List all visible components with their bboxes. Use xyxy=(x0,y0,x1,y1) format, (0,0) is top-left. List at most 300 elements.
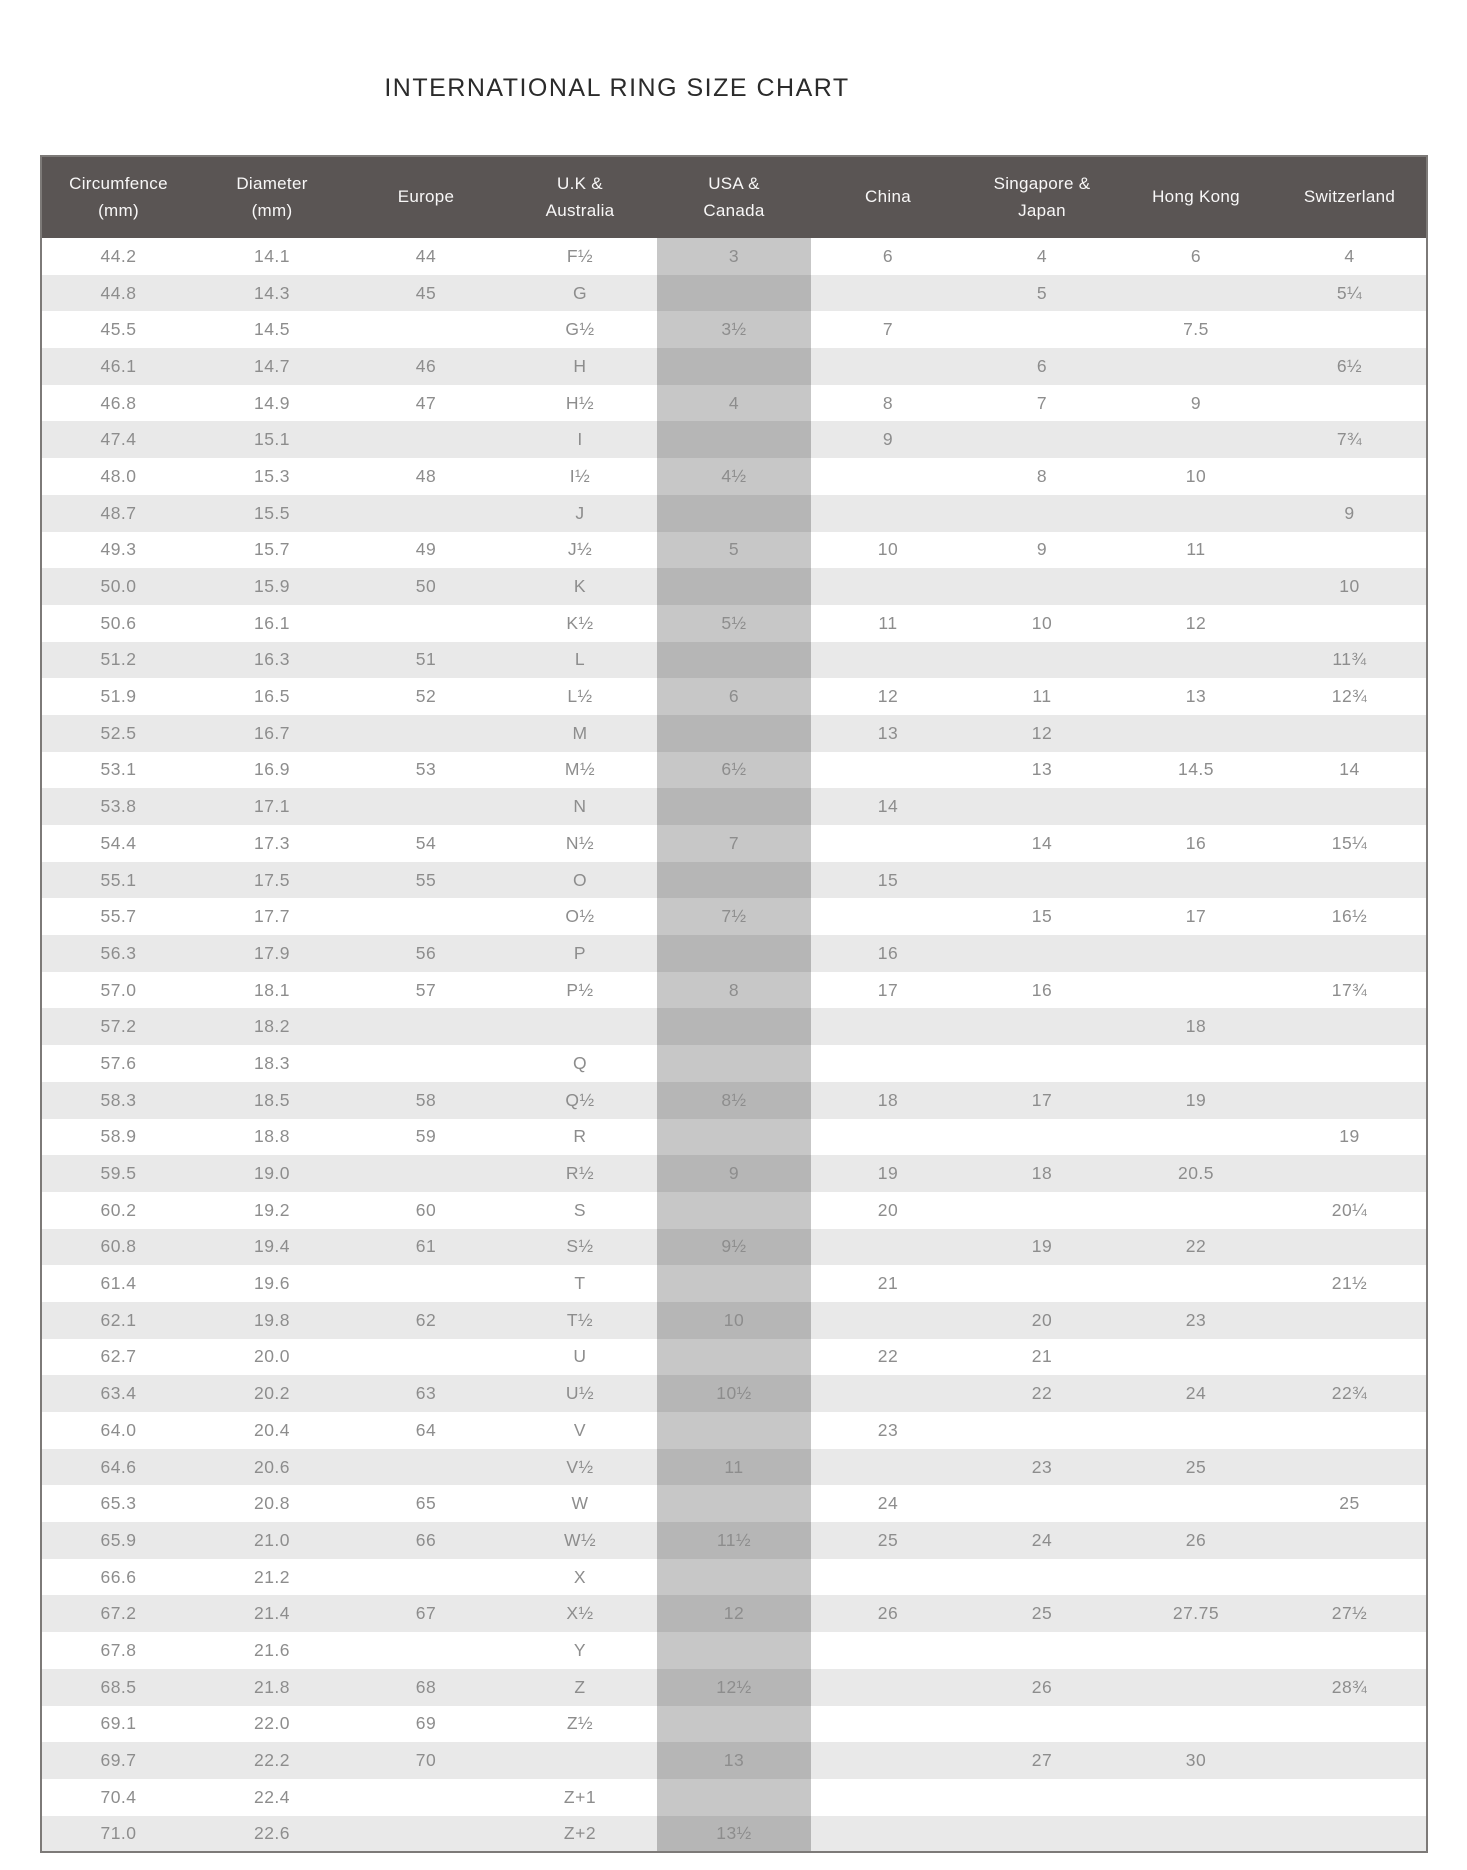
cell-circumference-mm: 67.8 xyxy=(100,1639,137,1660)
cell-circumference-mm: 58.3 xyxy=(100,1089,137,1110)
cell-diameter-mm: 19.2 xyxy=(253,1199,291,1220)
cell-usa-canada: 7½ xyxy=(657,898,811,935)
page-title: INTERNATIONAL RING SIZE CHART xyxy=(384,74,850,102)
cell-singapore-japan: 4 xyxy=(1036,245,1048,266)
cell-uk-australia: P xyxy=(573,942,587,963)
cell-circumference-mm: 61.4 xyxy=(100,1273,137,1294)
cell-hong-kong xyxy=(1119,935,1273,972)
cell-switzerland xyxy=(1273,862,1427,899)
table-row xyxy=(41,935,1427,972)
cell-switzerland xyxy=(1273,1339,1427,1376)
cell-usa-canada xyxy=(657,862,811,899)
cell-europe xyxy=(349,1008,503,1045)
cell-europe xyxy=(349,715,503,752)
cell-hong-kong: 6 xyxy=(1190,245,1202,266)
cell-uk-australia: T xyxy=(574,1273,586,1294)
cell-uk-australia: L xyxy=(574,649,586,670)
cell-usa-canada: 8½ xyxy=(657,1082,811,1119)
cell-hong-kong xyxy=(1119,495,1273,532)
cell-usa-canada: 6½ xyxy=(657,752,811,789)
cell-switzerland xyxy=(1273,1008,1427,1045)
cell-europe xyxy=(349,495,503,532)
cell-china xyxy=(811,1008,965,1045)
cell-switzerland xyxy=(1273,1779,1427,1816)
cell-switzerland: 11¾ xyxy=(1332,649,1367,670)
cell-uk-australia: J½ xyxy=(567,539,593,560)
table-row xyxy=(41,1155,1427,1192)
cell-diameter-mm: 20.6 xyxy=(253,1456,291,1477)
table-row xyxy=(41,1522,1427,1559)
cell-china: 23 xyxy=(877,1419,899,1440)
cell-europe: 44 xyxy=(415,245,437,266)
cell-europe: 65 xyxy=(415,1493,437,1514)
cell-usa-canada: 4 xyxy=(657,385,811,422)
cell-uk-australia: U xyxy=(573,1346,587,1367)
cell-diameter-mm: 18.2 xyxy=(253,1016,291,1037)
cell-singapore-japan xyxy=(965,935,1119,972)
cell-usa-canada: 9½ xyxy=(657,1229,811,1266)
cell-china: 25 xyxy=(877,1529,899,1550)
cell-europe: 60 xyxy=(415,1199,437,1220)
cell-circumference-mm: 59.5 xyxy=(100,1163,137,1184)
cell-uk-australia: Y xyxy=(573,1639,587,1660)
cell-diameter-mm: 14.1 xyxy=(253,245,291,266)
cell-china: 26 xyxy=(877,1603,899,1624)
cell-singapore-japan xyxy=(965,495,1119,532)
cell-diameter-mm: 15.7 xyxy=(253,539,291,560)
cell-usa-canada: 11 xyxy=(657,1449,811,1486)
cell-diameter-mm: 20.8 xyxy=(253,1493,291,1514)
cell-singapore-japan xyxy=(965,1412,1119,1449)
cell-switzerland: 14 xyxy=(1339,759,1360,780)
cell-usa-canada xyxy=(657,1632,811,1669)
cell-singapore-japan: 11 xyxy=(1032,686,1052,707)
cell-china: 9 xyxy=(882,429,894,450)
cell-usa-canada: 13 xyxy=(657,1742,811,1779)
cell-singapore-japan xyxy=(965,1265,1119,1302)
cell-singapore-japan: 10 xyxy=(1031,612,1053,633)
cell-diameter-mm: 17.9 xyxy=(253,942,291,963)
cell-circumference-mm: 70.4 xyxy=(100,1786,137,1807)
cell-singapore-japan: 20 xyxy=(1031,1309,1053,1330)
cell-europe xyxy=(349,898,503,935)
cell-hong-kong: 17 xyxy=(1185,906,1207,927)
cell-hong-kong: 11 xyxy=(1186,539,1206,560)
cell-diameter-mm: 17.3 xyxy=(253,832,291,853)
cell-china: 21 xyxy=(877,1273,899,1294)
cell-china: 11 xyxy=(878,612,898,633)
cell-switzerland xyxy=(1273,715,1427,752)
cell-diameter-mm: 14.3 xyxy=(253,282,291,303)
cell-switzerland xyxy=(1273,1559,1427,1596)
cell-diameter-mm: 21.8 xyxy=(253,1676,291,1697)
table-row xyxy=(41,1375,1427,1412)
cell-hong-kong: 27.75 xyxy=(1172,1603,1220,1624)
cell-switzerland xyxy=(1273,1449,1427,1486)
cell-europe: 49 xyxy=(415,539,437,560)
table-header xyxy=(41,156,1427,238)
cell-europe xyxy=(349,788,503,825)
cell-hong-kong: 30 xyxy=(1185,1750,1207,1771)
cell-circumference-mm: 60.8 xyxy=(100,1236,137,1257)
table-row xyxy=(41,311,1427,348)
cell-hong-kong: 24 xyxy=(1185,1383,1207,1404)
cell-china: 6 xyxy=(882,245,894,266)
table-row xyxy=(41,348,1427,385)
cell-switzerland xyxy=(1273,532,1427,569)
cell-singapore-japan xyxy=(965,1045,1119,1082)
cell-usa-canada xyxy=(657,1559,811,1596)
cell-diameter-mm: 18.1 xyxy=(253,979,291,1000)
cell-usa-canada xyxy=(657,1008,811,1045)
cell-usa-canada xyxy=(657,1045,811,1082)
cell-uk-australia: W xyxy=(571,1493,589,1514)
cell-europe: 61 xyxy=(415,1236,437,1257)
cell-hong-kong: 10 xyxy=(1185,465,1207,486)
cell-china xyxy=(811,275,965,312)
cell-uk-australia: H½ xyxy=(565,392,595,413)
table-row xyxy=(41,1816,1427,1853)
cell-diameter-mm: 21.6 xyxy=(253,1639,291,1660)
cell-diameter-mm: 15.5 xyxy=(253,502,291,523)
cell-usa-canada xyxy=(657,568,811,605)
cell-hong-kong xyxy=(1119,1669,1273,1706)
table-row xyxy=(41,715,1427,752)
cell-europe: 68 xyxy=(415,1676,437,1697)
cell-europe xyxy=(349,421,503,458)
cell-china xyxy=(811,1632,965,1669)
cell-hong-kong: 20.5 xyxy=(1177,1163,1215,1184)
cell-switzerland xyxy=(1273,1706,1427,1743)
cell-singapore-japan: 26 xyxy=(1031,1676,1053,1697)
cell-usa-canada xyxy=(657,935,811,972)
table-row xyxy=(41,1595,1427,1632)
cell-china xyxy=(811,1706,965,1743)
cell-singapore-japan: 22 xyxy=(1031,1383,1053,1404)
table-row xyxy=(41,495,1427,532)
table-row xyxy=(41,385,1427,422)
cell-usa-canada: 7 xyxy=(657,825,811,862)
cell-uk-australia: W½ xyxy=(563,1529,597,1550)
cell-hong-kong: 25 xyxy=(1185,1456,1207,1477)
cell-europe: 59 xyxy=(415,1126,437,1147)
cell-europe: 55 xyxy=(415,869,437,890)
cell-circumference-mm: 51.2 xyxy=(100,649,137,670)
cell-hong-kong: 14.5 xyxy=(1177,759,1215,780)
cell-europe: 57 xyxy=(415,979,437,1000)
cell-singapore-japan: 6 xyxy=(1036,355,1048,376)
cell-switzerland: 15¼ xyxy=(1331,832,1368,853)
cell-diameter-mm: 20.0 xyxy=(253,1346,291,1367)
column-header-singapore-japan: Singapore & Japan xyxy=(965,156,1119,238)
cell-hong-kong: 19 xyxy=(1185,1089,1207,1110)
cell-china xyxy=(811,642,965,679)
cell-usa-canada: 10½ xyxy=(657,1375,811,1412)
cell-uk-australia: H xyxy=(573,355,587,376)
cell-europe: 51 xyxy=(415,649,437,670)
cell-uk-australia: I xyxy=(577,429,583,450)
cell-usa-canada: 12½ xyxy=(657,1669,811,1706)
cell-uk-australia: Q xyxy=(572,1052,588,1073)
table-row xyxy=(41,1192,1427,1229)
table-row xyxy=(41,1779,1427,1816)
cell-diameter-mm: 14.7 xyxy=(253,355,291,376)
cell-diameter-mm: 16.7 xyxy=(253,722,291,743)
cell-diameter-mm: 22.6 xyxy=(253,1822,291,1843)
cell-circumference-mm: 62.1 xyxy=(100,1309,137,1330)
cell-uk-australia: F½ xyxy=(566,245,594,266)
cell-diameter-mm: 20.4 xyxy=(253,1419,291,1440)
cell-uk-australia: S xyxy=(573,1199,587,1220)
table-row xyxy=(41,605,1427,642)
cell-singapore-japan: 21 xyxy=(1031,1346,1053,1367)
cell-usa-canada xyxy=(657,1192,811,1229)
cell-circumference-mm: 55.1 xyxy=(100,869,137,890)
cell-europe: 64 xyxy=(415,1419,437,1440)
cell-usa-canada: 10 xyxy=(657,1302,811,1339)
cell-switzerland: 28¾ xyxy=(1331,1676,1368,1697)
cell-hong-kong xyxy=(1119,862,1273,899)
cell-circumference-mm: 57.2 xyxy=(100,1016,137,1037)
cell-switzerland xyxy=(1273,1412,1427,1449)
cell-circumference-mm: 56.3 xyxy=(100,942,137,963)
cell-europe: 54 xyxy=(415,832,437,853)
cell-diameter-mm: 17.1 xyxy=(253,796,291,817)
header-row xyxy=(41,156,1427,238)
cell-circumference-mm: 46.1 xyxy=(100,355,137,376)
cell-uk-australia: N½ xyxy=(565,832,595,853)
cell-uk-australia: V xyxy=(573,1419,587,1440)
cell-diameter-mm: 21.4 xyxy=(253,1603,291,1624)
table-row xyxy=(41,1119,1427,1156)
cell-china: 22 xyxy=(877,1346,899,1367)
cell-diameter-mm: 16.9 xyxy=(253,759,291,780)
cell-diameter-mm: 22.2 xyxy=(253,1750,291,1771)
cell-circumference-mm: 64.0 xyxy=(100,1419,137,1440)
cell-uk-australia: L½ xyxy=(567,686,593,707)
cell-china xyxy=(811,458,965,495)
cell-uk-australia: T½ xyxy=(566,1309,594,1330)
cell-usa-canada xyxy=(657,642,811,679)
cell-circumference-mm: 48.7 xyxy=(100,502,137,523)
table-row xyxy=(41,1265,1427,1302)
column-header-switzerland: Switzerland xyxy=(1273,156,1427,238)
table-row xyxy=(41,532,1427,569)
cell-diameter-mm: 15.9 xyxy=(253,576,291,597)
cell-usa-canada xyxy=(657,1412,811,1449)
cell-europe xyxy=(349,605,503,642)
table-row xyxy=(41,275,1427,312)
cell-circumference-mm: 46.8 xyxy=(100,392,137,413)
table-row xyxy=(41,1706,1427,1743)
cell-hong-kong xyxy=(1119,421,1273,458)
cell-uk-australia: M xyxy=(572,722,588,743)
cell-hong-kong xyxy=(1119,1192,1273,1229)
cell-uk-australia: O xyxy=(572,869,588,890)
cell-uk-australia: Z+1 xyxy=(563,1786,597,1807)
cell-usa-canada: 8 xyxy=(657,972,811,1009)
cell-europe xyxy=(349,1045,503,1082)
cell-europe: 58 xyxy=(415,1089,437,1110)
cell-switzerland: 9 xyxy=(1344,502,1355,523)
cell-singapore-japan: 13 xyxy=(1031,759,1053,780)
cell-usa-canada xyxy=(657,1119,811,1156)
cell-hong-kong: 26 xyxy=(1185,1529,1207,1550)
cell-china: 17 xyxy=(877,979,899,1000)
cell-switzerland xyxy=(1273,458,1427,495)
cell-hong-kong xyxy=(1119,568,1273,605)
cell-circumference-mm: 57.0 xyxy=(100,979,137,1000)
cell-singapore-japan xyxy=(965,862,1119,899)
cell-usa-canada xyxy=(657,1265,811,1302)
cell-singapore-japan: 19 xyxy=(1031,1236,1053,1257)
cell-circumference-mm: 47.4 xyxy=(100,429,137,450)
cell-usa-canada: 11½ xyxy=(657,1522,811,1559)
cell-diameter-mm: 16.5 xyxy=(253,686,291,707)
cell-china xyxy=(811,1045,965,1082)
table-row xyxy=(41,1045,1427,1082)
cell-usa-canada xyxy=(657,495,811,532)
cell-china: 14 xyxy=(877,796,899,817)
table-row xyxy=(41,238,1427,275)
cell-circumference-mm: 64.6 xyxy=(100,1456,137,1477)
cell-switzerland xyxy=(1273,788,1427,825)
table-row xyxy=(41,862,1427,899)
cell-usa-canada xyxy=(657,1339,811,1376)
cell-europe: 67 xyxy=(415,1603,437,1624)
cell-china xyxy=(811,1449,965,1486)
column-header-usa-canada: USA & Canada xyxy=(657,156,811,238)
cell-usa-canada: 5½ xyxy=(657,605,811,642)
cell-usa-canada xyxy=(657,348,811,385)
cell-hong-kong: 12 xyxy=(1185,612,1207,633)
cell-singapore-japan xyxy=(965,1779,1119,1816)
cell-china xyxy=(811,495,965,532)
column-header-hong-kong: Hong Kong xyxy=(1119,156,1273,238)
ring-size-table xyxy=(40,155,1428,1853)
table-row xyxy=(41,752,1427,789)
cell-china xyxy=(811,1669,965,1706)
cell-diameter-mm: 21.0 xyxy=(253,1529,291,1550)
cell-europe: 52 xyxy=(415,686,437,707)
cell-china: 10 xyxy=(877,539,899,560)
cell-hong-kong: 13 xyxy=(1185,686,1207,707)
cell-china: 13 xyxy=(877,722,899,743)
cell-singapore-japan xyxy=(965,311,1119,348)
cell-uk-australia: V½ xyxy=(566,1456,594,1477)
cell-hong-kong xyxy=(1119,1119,1273,1156)
cell-switzerland xyxy=(1273,1302,1427,1339)
cell-china xyxy=(811,1375,965,1412)
cell-china xyxy=(811,1559,965,1596)
cell-diameter-mm: 22.4 xyxy=(253,1786,291,1807)
cell-singapore-japan: 5 xyxy=(1036,282,1048,303)
cell-usa-canada: 6 xyxy=(657,678,811,715)
cell-switzerland xyxy=(1273,1522,1427,1559)
cell-diameter-mm: 19.4 xyxy=(253,1236,291,1257)
cell-europe xyxy=(349,1816,503,1853)
cell-diameter-mm: 16.1 xyxy=(253,612,291,633)
cell-uk-australia: G xyxy=(572,282,588,303)
cell-circumference-mm: 53.8 xyxy=(100,796,137,817)
cell-uk-australia: M½ xyxy=(564,759,596,780)
cell-singapore-japan xyxy=(965,421,1119,458)
table-row xyxy=(41,568,1427,605)
cell-singapore-japan: 25 xyxy=(1031,1603,1053,1624)
table-row xyxy=(41,642,1427,679)
cell-uk-australia: Z½ xyxy=(566,1713,594,1734)
cell-usa-canada: 5 xyxy=(657,532,811,569)
cell-china: 7 xyxy=(882,319,894,340)
cell-hong-kong xyxy=(1119,1779,1273,1816)
cell-circumference-mm: 52.5 xyxy=(100,722,137,743)
cell-diameter-mm: 18.5 xyxy=(253,1089,291,1110)
cell-singapore-japan xyxy=(965,1119,1119,1156)
cell-diameter-mm: 20.2 xyxy=(253,1383,291,1404)
table-row xyxy=(41,1339,1427,1376)
cell-uk-australia: G½ xyxy=(565,319,595,340)
cell-circumference-mm: 65.9 xyxy=(100,1529,137,1550)
cell-circumference-mm: 63.4 xyxy=(100,1383,137,1404)
table-row xyxy=(41,1559,1427,1596)
cell-europe: 46 xyxy=(415,355,437,376)
cell-uk-australia: N xyxy=(573,796,587,817)
cell-usa-canada: 13½ xyxy=(657,1816,811,1853)
cell-europe: 48 xyxy=(415,465,437,486)
cell-hong-kong xyxy=(1119,1265,1273,1302)
cell-diameter-mm: 19.6 xyxy=(253,1273,291,1294)
column-header-circumference-mm: Circumfence (mm) xyxy=(41,156,195,238)
cell-china: 16 xyxy=(877,942,899,963)
cell-switzerland: 7¾ xyxy=(1336,429,1363,450)
cell-diameter-mm: 14.9 xyxy=(253,392,291,413)
cell-hong-kong: 16 xyxy=(1185,832,1207,853)
cell-singapore-japan: 27 xyxy=(1031,1750,1053,1771)
cell-singapore-japan xyxy=(965,1559,1119,1596)
cell-uk-australia: K xyxy=(573,576,587,597)
cell-hong-kong xyxy=(1119,788,1273,825)
cell-china xyxy=(811,1119,965,1156)
column-header-china: China xyxy=(811,156,965,238)
cell-hong-kong: 22 xyxy=(1185,1236,1207,1257)
cell-switzerland: 5¼ xyxy=(1336,282,1363,303)
column-header-uk-australia: U.K & Australia xyxy=(503,156,657,238)
cell-diameter-mm: 19.0 xyxy=(253,1163,291,1184)
cell-circumference-mm: 65.3 xyxy=(100,1493,137,1514)
cell-uk-australia: P½ xyxy=(566,979,594,1000)
cell-uk-australia: Z+2 xyxy=(563,1822,597,1843)
cell-usa-canada: 3 xyxy=(657,238,811,275)
cell-switzerland: 16½ xyxy=(1331,906,1368,927)
table-row xyxy=(41,421,1427,458)
cell-circumference-mm: 58.9 xyxy=(100,1126,137,1147)
cell-europe xyxy=(349,1559,503,1596)
cell-europe: 53 xyxy=(415,759,437,780)
cell-uk-australia xyxy=(503,1008,657,1045)
cell-singapore-japan: 9 xyxy=(1036,539,1048,560)
cell-singapore-japan xyxy=(965,1632,1119,1669)
cell-diameter-mm: 17.5 xyxy=(253,869,291,890)
cell-usa-canada xyxy=(657,275,811,312)
cell-switzerland: 22¾ xyxy=(1331,1383,1368,1404)
table-row xyxy=(41,898,1427,935)
cell-hong-kong xyxy=(1119,1412,1273,1449)
column-header-diameter-mm: Diameter (mm) xyxy=(195,156,349,238)
cell-singapore-japan: 18 xyxy=(1031,1163,1053,1184)
cell-china xyxy=(811,1816,965,1853)
cell-switzerland: 6½ xyxy=(1336,355,1363,376)
cell-hong-kong xyxy=(1119,972,1273,1009)
